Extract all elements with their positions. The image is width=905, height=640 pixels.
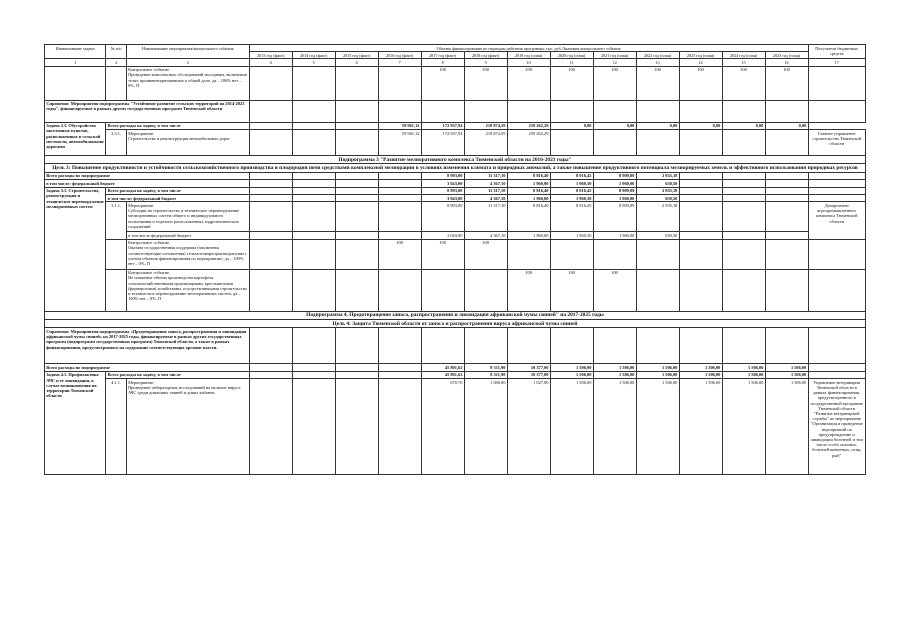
header-number: № п/п — [106, 45, 126, 59]
value-cell: 1 506,00 — [636, 371, 679, 378]
task-federal-row — [45, 194, 866, 201]
value-cell: 1 960,00 — [507, 232, 550, 239]
header-year: 2023 год (план) — [679, 52, 722, 59]
value-cell: 8 511,90 — [464, 364, 507, 371]
value-cell: 0,00 — [593, 122, 636, 129]
value-cell: 1 506,00 — [550, 364, 593, 371]
value-cell: 1 506,00 — [679, 379, 722, 475]
value-cell: 100 — [378, 239, 421, 269]
value-cell: 59 961,12 — [378, 129, 421, 155]
subprogram-total-label: Всего расходы по подпрограмме — [45, 172, 250, 179]
reference-text: Справочно: Мероприятия подпрограммы «Предотвращение заноса, распространения и ликвидация африканской чумы свиней» на 2017-2025 годы, финансируемые в рамках других государственных программ (подпрограмм государственных программ) Тюменской области, а также в рамках финансирования, предусмотренного на содержание соответствующих органов власти. — [45, 328, 250, 364]
control-event-text: Контрольное событие. Оказана государственная поддержка (заключены соответствующие соглашения) сельхозтоваропроизводителям с учетом объемов финансирования по мероприятию, да – 100% нет – 0%, П — [126, 239, 249, 269]
value-cell: 100 — [421, 66, 464, 100]
task-total-label: Всего расходы на задачу, в том числе — [106, 122, 249, 129]
column-number: 11 — [550, 59, 593, 66]
value-cell: 1 960,00 — [593, 232, 636, 239]
value-cell: 8 916,45 — [550, 187, 593, 194]
column-number: 1 — [45, 59, 106, 66]
column-number: 4 — [249, 59, 292, 66]
header-year: 2017 год (факт) — [421, 52, 464, 59]
value-cell: 100 — [550, 269, 593, 311]
value-cell: 259 262,29 — [507, 129, 550, 155]
value-cell: 0,00 — [679, 122, 722, 129]
value-cell: 0,00 — [722, 122, 765, 129]
header-year: 2024 год (план) — [722, 52, 765, 59]
task-name: Задача 3.1. Строительство, реконструкция и техническое перевооружение мелиоративных систем — [45, 187, 106, 311]
column-number: 13 — [636, 59, 679, 66]
value-cell: 3 043,00 — [421, 180, 464, 187]
value-cell: 1 506,00 — [765, 371, 808, 378]
goal-title: Цель 3: Повышение продуктивности и устойчивости сельскохозяйственного производства и плодородия почв средствами комплексной мелиорации в условиях изменения климата и природных аномалий, а также повышение продуктивного потенциала мелиорируемых земель и эффективного использования природных ресурсов — [45, 164, 866, 172]
header-year: 2019 год (план) — [507, 52, 550, 59]
value-cell: 100 — [593, 66, 636, 100]
value-cell: 8 909,89 — [593, 202, 636, 232]
value-cell: 1 506,00 — [593, 379, 636, 475]
value-cell: 8 816,40 — [507, 172, 550, 179]
value-cell: 1 506,00 — [636, 379, 679, 475]
value-cell: 670,70 — [421, 379, 464, 475]
value-cell: 100 — [507, 66, 550, 100]
control-event-row — [45, 239, 866, 269]
subprogram-total-label: Всего расходы по подпрограмме — [45, 364, 250, 371]
task-total-label: Всего расходы на задачу, в том числе — [106, 187, 249, 194]
value-cell: 100 — [593, 269, 636, 311]
subprogram-title: Подпрограмма 4. Предотвращение заноса, распространения и ликвидация африканской чумы свиней" на 2017-2025 годы — [45, 311, 866, 319]
measure-text: Мероприятие. Субсидии на строительство и техническое перевооружение мелиоративных систем общего и индивидуального пользования и отдельно расположенных гидротехнических сооружений — [126, 202, 249, 232]
column-number: 7 — [378, 59, 421, 66]
column-number: 10 — [507, 59, 550, 66]
header-year: 2020 год (план) — [550, 52, 593, 59]
column-number: 5 — [292, 59, 335, 66]
value-cell: 1 506,00 — [593, 371, 636, 378]
header-year: 2016 год (факт) — [378, 52, 421, 59]
value-cell: 8 916,45 — [550, 172, 593, 179]
value-cell: 10 377,00 — [507, 364, 550, 371]
value-cell: 4 367,10 — [464, 194, 507, 201]
value-cell: 3 043,00 — [421, 194, 464, 201]
header-year: 2015 год (факт) — [335, 52, 378, 59]
column-number: 2 — [106, 59, 126, 66]
column-number: 9 — [464, 59, 507, 66]
value-cell: 4 367,10 — [464, 180, 507, 187]
value-cell: 1 506,00 — [765, 364, 808, 371]
goal-row — [45, 164, 866, 172]
measure-row — [45, 202, 866, 232]
value-cell: 1 960,00 — [507, 194, 550, 201]
value-cell: 218 874,59 — [464, 122, 507, 129]
value-cell: 1 506,00 — [679, 371, 722, 378]
measure-row — [45, 379, 866, 475]
subprogram-total-row — [45, 364, 866, 371]
task-total-row — [45, 371, 866, 378]
value-cell: 8 909,89 — [593, 172, 636, 179]
header-year: 2021 год (план) — [593, 52, 636, 59]
value-cell: 100 — [421, 239, 464, 269]
task-total-row — [45, 187, 866, 194]
reference-row — [45, 100, 866, 122]
value-cell: 8 916,45 — [550, 202, 593, 232]
goal-row — [45, 320, 866, 328]
value-cell: 1 506,00 — [679, 364, 722, 371]
header-responsible: Получатели бюджетных средств — [808, 45, 866, 59]
value-cell: 172 937,94 — [421, 122, 464, 129]
value-cell: 1 506,00 — [593, 364, 636, 371]
subprogram-federal-label: в том числе: федеральный бюджет — [45, 180, 250, 187]
header-year: 2022 год (план) — [636, 52, 679, 59]
control-event-row — [45, 269, 866, 311]
value-cell: 2 935,18 — [636, 172, 679, 179]
value-cell: 1 506,00 — [722, 379, 765, 475]
measure-row — [45, 129, 866, 155]
reference-row — [45, 328, 866, 364]
task-federal-label: в том числе: федеральный бюджет — [106, 194, 249, 201]
value-cell: 1 960,00 — [507, 180, 550, 187]
value-cell: 259 262,29 — [507, 122, 550, 129]
control-event-row — [45, 66, 866, 100]
responsible-cell: Департамент агропромышленного комплекса Тюменской области — [808, 202, 866, 239]
value-cell: 1 506,00 — [765, 379, 808, 475]
document-sheet — [44, 44, 866, 475]
value-cell: 8 511,90 — [464, 371, 507, 378]
column-number: 16 — [765, 59, 808, 66]
value-cell: 1 506,00 — [722, 371, 765, 378]
column-number: 17 — [808, 59, 866, 66]
value-cell: 650,50 — [636, 232, 679, 239]
reference-text: Справочно: Мероприятия подпрограммы "Устойчивое развитие сельских территорий на 2014-2025 годы", финансируемые в рамках других государственных программ Тюменской области — [45, 100, 250, 122]
value-cell: 650,50 — [636, 180, 679, 187]
control-event-text: Контрольное событие. Не снижение объема производства картофеля сельскохозяйственными организациями, крестьянскими (фермерскими) хозяйствами, осуществляющими строительство и техническое перевооружение мелиоративных систем, да – 100% нет – 0%, П — [126, 269, 249, 311]
value-cell: 650,50 — [636, 194, 679, 201]
value-cell: 1 027,00 — [507, 379, 550, 475]
value-cell: 100 — [636, 66, 679, 100]
measure-text: Мероприятие. Строительство и реконструкция автомобильных дорог — [126, 129, 249, 155]
financing-table — [44, 44, 866, 475]
value-cell: 1 960,00 — [593, 194, 636, 201]
header-row-1 — [45, 45, 866, 52]
value-cell: 1 506,00 — [550, 371, 593, 378]
measure-federal-row — [45, 232, 866, 239]
value-cell: 100 — [464, 66, 507, 100]
task-total-label: Всего расходы на задачу, в том числе — [106, 371, 249, 378]
value-cell: 1 960,30 — [550, 232, 593, 239]
measure-number: 3.1.1. — [106, 202, 126, 239]
header-year: 2018 год (факт) — [464, 52, 507, 59]
header-task-name: Наименование задачи — [45, 45, 106, 59]
value-cell: 8 993,00 — [421, 202, 464, 232]
value-cell: 1 960,30 — [550, 180, 593, 187]
subprogram-total-row — [45, 172, 866, 179]
measure-number: 4.1.1. — [106, 379, 126, 475]
value-cell: 8 993,00 — [421, 187, 464, 194]
value-cell: 11 317,10 — [464, 187, 507, 194]
subprogram-title-row — [45, 311, 866, 319]
value-cell: 1 506,00 — [722, 364, 765, 371]
column-number: 3 — [126, 59, 249, 66]
value-cell: 59 961,12 — [378, 122, 421, 129]
value-cell: 0,00 — [765, 122, 808, 129]
value-cell: 100 — [765, 66, 808, 100]
value-cell: 11 317,10 — [464, 172, 507, 179]
subprogram-title-row — [45, 155, 866, 163]
column-number: 15 — [722, 59, 765, 66]
value-cell: 1 960,30 — [550, 194, 593, 201]
value-cell: 8 816,40 — [507, 187, 550, 194]
value-cell: 11 317,10 — [464, 202, 507, 232]
measure-federal-label: в том числе федеральный бюджет — [126, 232, 249, 239]
value-cell: 3 043,00 — [421, 232, 464, 239]
subprogram-federal-row — [45, 180, 866, 187]
column-numbers-row — [45, 59, 866, 66]
value-cell: 4 367,10 — [464, 232, 507, 239]
value-cell: 0,00 — [550, 122, 593, 129]
task-name: Задача 2.3. Обустройство населенных пунктов, расположенных в сельской местности, автомобильными дорогами — [45, 122, 106, 155]
value-cell: 100 — [507, 269, 550, 311]
value-cell: 100 — [464, 239, 507, 269]
value-cell: 1 506,00 — [550, 379, 593, 475]
column-number: 14 — [679, 59, 722, 66]
header-year: 2013 год (факт) — [249, 52, 292, 59]
header-year: 2025 год (план) — [765, 52, 808, 59]
value-cell: 172 937,94 — [421, 129, 464, 155]
column-number: 12 — [593, 59, 636, 66]
value-cell: 8 909,89 — [593, 187, 636, 194]
measure-number: 2.3.1. — [106, 129, 126, 155]
task-name: Задача 4.1. Профилактика АЧС и ее ликвидация, в случае возникновения на территории Тюменской области — [45, 371, 106, 474]
value-cell: 100 — [550, 66, 593, 100]
value-cell: 1 506,00 — [636, 364, 679, 371]
value-cell: 2 935,18 — [636, 202, 679, 232]
value-cell: 8 993,00 — [421, 172, 464, 179]
value-cell: 10 377,00 — [507, 371, 550, 378]
measure-text: Мероприятие. Проведение лабораторных исследований на наличие вируса АЧС среди домашних свиней и диких кабанов. — [126, 379, 249, 475]
column-number: 8 — [421, 59, 464, 66]
responsible-cell: Управление ветеринарии Тюменской области в рамках финансирования, предусмотренного в государственной программе Тюменской области "Развитие ветеринарной службы" по мероприятию "Организация и проведение мероприятий по предупреждению и ликвидации болезней, в том числе особо опасных, болезней животных, птиц, рыб" — [808, 379, 866, 475]
value-cell: 100 — [679, 66, 722, 100]
header-year: 2014 год (факт) — [292, 52, 335, 59]
value-cell: 8 816,40 — [507, 202, 550, 232]
control-event-text: Контрольное событие. Проведение комплексных обследований молодняка, включения телят, проинвентаризованных к общей доле, да – 100% нет – 0%, П — [126, 66, 249, 100]
responsible-cell: Главное управление строительства Тюменской области — [808, 129, 866, 155]
value-cell: 0,00 — [636, 122, 679, 129]
value-cell: 2 935,18 — [636, 187, 679, 194]
subprogram-title: Подпрограмма 3 "Развитие мелиоративного комплекса Тюменской области на 2016-2021 годы" — [45, 155, 866, 163]
value-cell: 1 960,00 — [593, 180, 636, 187]
header-financing-group: Объемы финансирования по периодам действия программы, тыс. руб./Значения контрольного события — [249, 45, 808, 52]
value-cell: 100 — [722, 66, 765, 100]
task-total-row — [45, 122, 866, 129]
value-cell: 45 801,62 — [421, 371, 464, 378]
value-cell: 218 874,59 — [464, 129, 507, 155]
column-number: 6 — [335, 59, 378, 66]
value-cell: 45 801,62 — [421, 364, 464, 371]
value-cell: 1 086,00 — [464, 379, 507, 475]
header-program-name: Наименование мероприятия/контрольного события — [126, 45, 249, 59]
goal-title: Цель 4: Защита Тюменской области от заноса и распространения вируса африканской чумы свиней — [45, 320, 866, 328]
